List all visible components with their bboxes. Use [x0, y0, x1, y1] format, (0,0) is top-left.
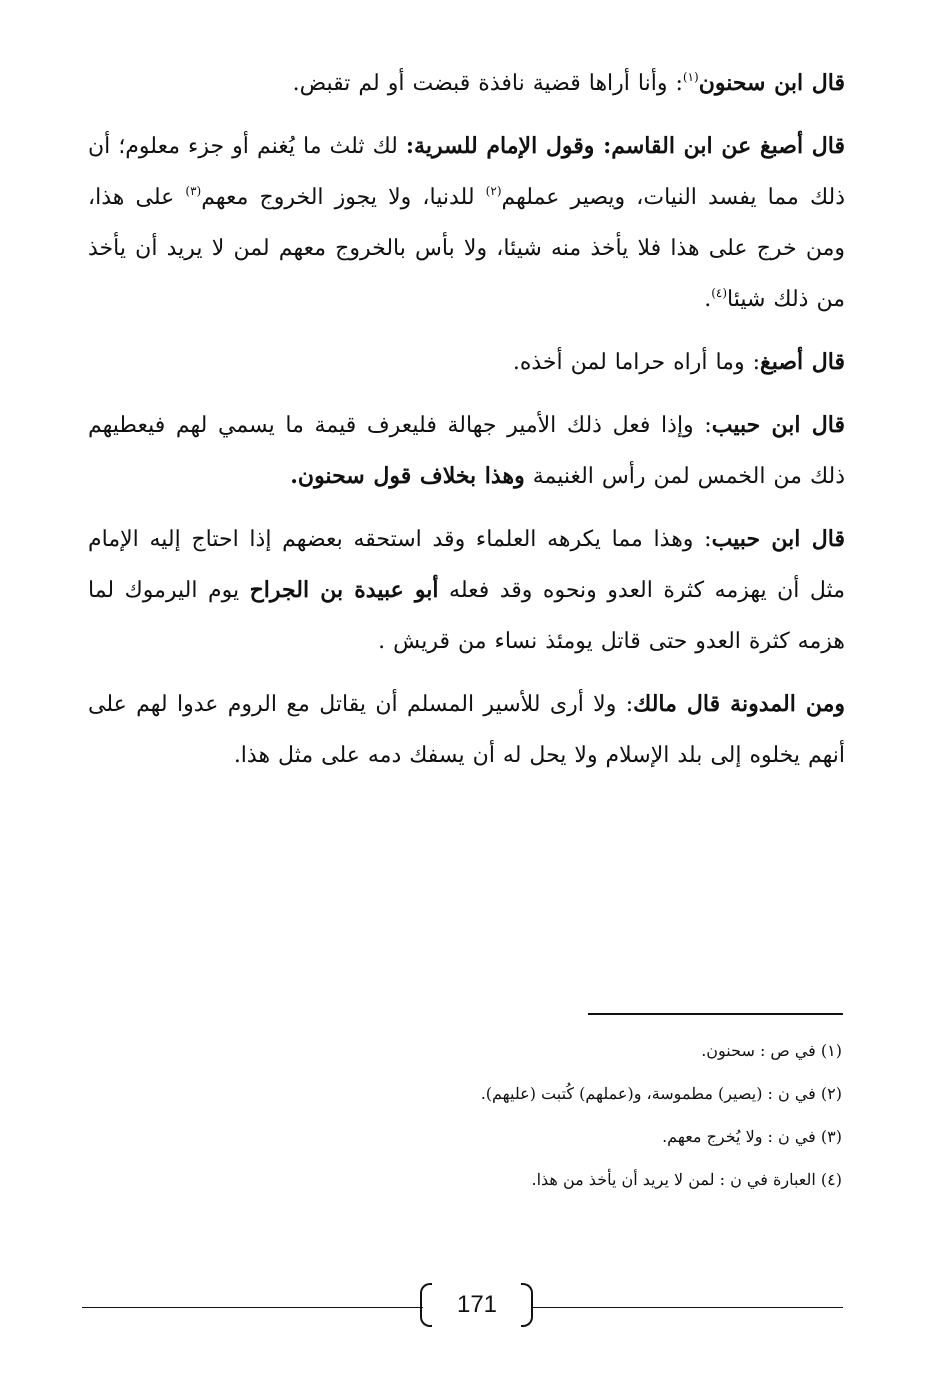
paragraph-2-text-a: لك ثلث ما يُغنم أو جزء معلوم؛ أن ذلك مما يفسد النيات، ويصير عملهم [88, 134, 845, 210]
speaker-malik: ومن المدونة قال مالك [633, 691, 845, 717]
speaker-ibn-sahnun: قال ابن سحنون [698, 70, 845, 96]
paragraph-5-bold-name: أبو عبيدة بن الجراح [249, 577, 439, 603]
folio-bracket-left [420, 1283, 432, 1327]
footnote-ref-4: (٤) [711, 286, 728, 300]
footnote-3: (٣) في ن : ولا يُخرج معهم. [662, 1127, 842, 1146]
paragraph-1-text: : وأنا أراها قضية نافذة قبضت أو لم تقبض. [292, 71, 683, 96]
footnote-separator [588, 1013, 843, 1015]
footnote-ref-3: (٣) [185, 184, 202, 198]
footnote-2: (٢) في ن : (يصير) مطموسة، و(عملهم) كُتبت (عليهم). [480, 1084, 842, 1103]
speaker-asbagh-ibn-alqasim: قال أصبغ عن ابن القاسم: وقول الإمام للسرية: [405, 133, 845, 159]
paragraph-5 [88, 514, 845, 667]
footnote-ref-1: (١) [682, 70, 699, 84]
footnotes [88, 1040, 842, 1212]
paragraph-2 [88, 121, 845, 325]
folio-bracket-right [521, 1283, 533, 1327]
paragraph-4-bold-tail: وهذا بخلاف قول سحنون. [290, 463, 525, 489]
paragraph-2-text-b: للدنيا، ولا يجوز الخروج معهم [201, 185, 486, 210]
main-text [88, 58, 845, 793]
paragraph-3-text: : وما أراه حراما لمن أخذه. [512, 350, 760, 375]
paragraph-2-text-d: . [704, 287, 712, 312]
footnote-ref-2: (٢) [485, 184, 502, 198]
paragraph-4-text: : وإذا فعل ذلك الأمير جهالة فليعرف قيمة ما يسمي لهم فيعطيهم ذلك من الخمس لمن رأس الغنيمة [88, 413, 845, 489]
speaker-ibn-habib: قال ابن حبيب [711, 412, 846, 438]
paragraph-1 [88, 58, 845, 109]
paragraph-2-text-c: على هذا، ومن خرج على هذا فلا يأخذ منه شيئا، ولا بأس بالخروج معهم لمن لا يريد أن يأخذ من ذلك شيئا [88, 185, 845, 312]
footnote-1: (١) في ص : سحنون. [701, 1041, 842, 1060]
paragraph-4 [88, 400, 845, 502]
paragraph-6 [88, 679, 845, 781]
page-number: 171 [456, 1291, 498, 1318]
paragraph-5-text-b: يوم اليرموك لما هزمه كثرة العدو حتى قاتل يومئذ نساء من قريش . [88, 578, 845, 654]
folio-rule-left [82, 1307, 423, 1308]
paragraph-5-text-a: : وهذا مما يكرهه العلماء وقد استحقه بعضهم إذا احتاج إليه الإمام مثل أن يهزمه كثرة العدو ونحوه وقد فعله [88, 527, 845, 603]
folio-rule-right [531, 1307, 843, 1308]
footnote-4: (٤) العبارة في ن : لمن لا يريد أن يأخذ من هذا. [531, 1170, 842, 1189]
paragraph-6-text: : ولا أرى للأسير المسلم أن يقاتل مع الروم عدوا لهم على أنهم يخلوه إلى بلد الإسلام ولا يحل له أن يسفك دمه على مثل هذا. [88, 692, 845, 768]
paragraph-3 [88, 337, 845, 388]
speaker-ibn-habib-2: قال ابن حبيب [711, 526, 845, 552]
speaker-asbagh: قال أصبغ [759, 349, 845, 375]
